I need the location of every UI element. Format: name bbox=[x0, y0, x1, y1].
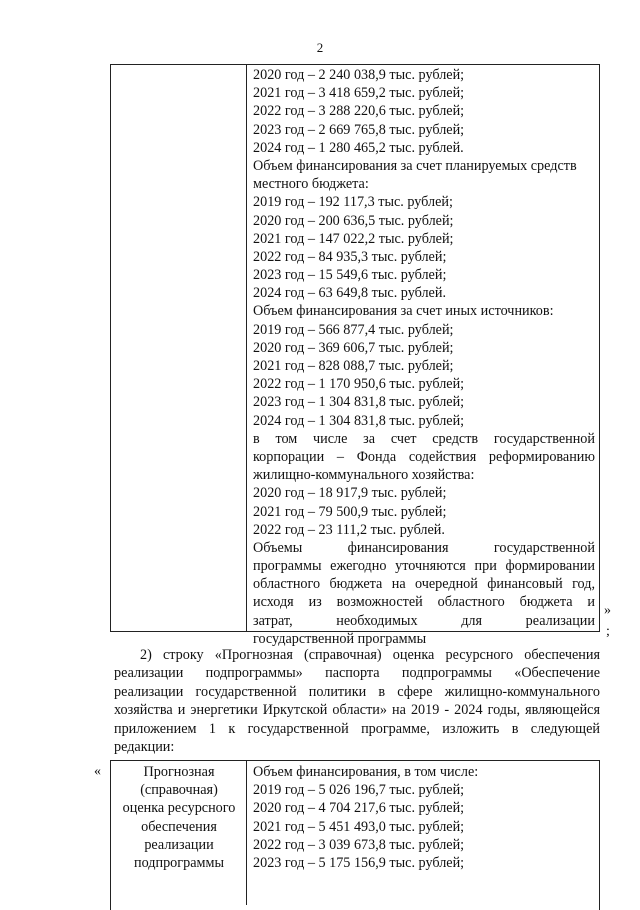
text-line: 2022 год – 23 111,2 тыс. рублей. bbox=[253, 521, 445, 538]
text-line: 2024 год – 1 304 831,8 тыс. рублей; bbox=[253, 412, 465, 429]
paragraph-line: реализации государственной политики в сфере жилищно-коммунального bbox=[114, 683, 600, 700]
text-line: 2021 год – 828 088,7 тыс. рублей; bbox=[253, 358, 454, 374]
text-line: 2020 год – 4 704 217,6 тыс. рублей; bbox=[253, 800, 465, 817]
closing-quote-mark: » bbox=[604, 603, 611, 618]
text-line: жилищно-коммунального хозяйства: bbox=[253, 467, 475, 484]
table-column-divider bbox=[246, 760, 247, 905]
text-line: 2021 год – 147 022,2 тыс. рублей; bbox=[253, 230, 454, 247]
text-line: Объем финансирования за счет иных источников: bbox=[253, 303, 554, 320]
text-line: Объем финансирования, в том числе: bbox=[253, 764, 479, 780]
opening-quote-mark: « bbox=[94, 764, 101, 779]
text-line: 2021 год – 3 418 659,2 тыс. рублей; bbox=[253, 85, 465, 102]
paragraph-line: редакции: bbox=[114, 738, 175, 755]
text-line: 2024 год – 63 649,8 тыс. рублей. bbox=[253, 285, 446, 302]
paragraph-line: хозяйства и энергетики Иркутской области» на 2019 - 2024 годы, являющейся bbox=[114, 702, 600, 719]
page-number: 2 bbox=[316, 40, 324, 55]
text-line: 2023 год – 5 175 156,9 тыс. рублей; bbox=[253, 854, 465, 871]
text-line: 2023 год – 1 304 831,8 тыс. рублей; bbox=[253, 394, 465, 411]
text-line: Объем финансирования за счет планируемых средств bbox=[253, 157, 577, 174]
text-line: Объемы финансирования государственной bbox=[253, 539, 595, 556]
text-line: государственной программы bbox=[253, 630, 427, 647]
text-line: местного бюджета: bbox=[253, 176, 369, 193]
text-line: 2020 год – 18 917,9 тыс. рублей; bbox=[253, 485, 447, 502]
text-line: обеспечения bbox=[141, 818, 217, 835]
text-line: затрат, необходимых для реализации bbox=[253, 612, 595, 629]
text-line: 2021 год – 5 451 493,0 тыс. рублей; bbox=[253, 818, 465, 835]
text-line: 2021 год – 79 500,9 тыс. рублей; bbox=[253, 503, 447, 520]
semicolon-mark: ; bbox=[606, 624, 610, 639]
text-line: подпрограммы bbox=[134, 854, 224, 871]
paragraph-line: реализации подпрограммы» паспорта подпрограммы «Обеспечение bbox=[114, 665, 600, 682]
text-line: 2020 год – 200 636,5 тыс. рублей; bbox=[253, 212, 454, 229]
text-line: 2019 год – 566 877,4 тыс. рублей; bbox=[253, 321, 454, 338]
amendment-paragraph bbox=[114, 646, 600, 756]
funding-table-text bbox=[253, 66, 595, 648]
text-line: 2022 год – 84 935,3 тыс. рублей; bbox=[253, 248, 447, 265]
text-line: 2024 год – 1 280 465,2 тыс. рублей. bbox=[253, 139, 464, 156]
text-line: 2022 год – 1 170 950,6 тыс. рублей; bbox=[253, 376, 465, 393]
text-line: программы ежегодно уточняются при формировании bbox=[253, 558, 595, 575]
text-line: 2019 год – 192 117,3 тыс. рублей; bbox=[253, 194, 453, 211]
text-line: Прогнозная bbox=[143, 764, 215, 780]
forecast-table-label bbox=[116, 763, 242, 872]
text-line: исходя из возможностей областного бюджета и bbox=[253, 594, 595, 611]
text-line: 2023 год – 15 549,6 тыс. рублей; bbox=[253, 267, 447, 284]
table-column-divider bbox=[246, 64, 247, 632]
forecast-table-values bbox=[253, 763, 595, 872]
text-line: 2022 год – 3 288 220,6 тыс. рублей; bbox=[253, 103, 465, 120]
text-line: 2022 год – 3 039 673,8 тыс. рублей; bbox=[253, 836, 465, 853]
text-line: областного бюджета на очередной финансовый год, bbox=[253, 576, 595, 593]
text-line: 2020 год – 2 240 038,9 тыс. рублей; bbox=[253, 67, 465, 83]
text-line: оценка ресурсного bbox=[122, 800, 236, 817]
text-line: 2020 год – 369 606,7 тыс. рублей; bbox=[253, 339, 454, 356]
text-line: корпорации – Фонда содействия реформированию bbox=[253, 448, 595, 465]
paragraph-line: приложением 1 к государственной программе, изложить в следующей bbox=[114, 720, 600, 737]
text-line: 2023 год – 2 669 765,8 тыс. рублей; bbox=[253, 121, 465, 138]
text-line: реализации bbox=[144, 836, 214, 853]
text-line: в том числе за счет средств государственной bbox=[253, 430, 595, 447]
text-line: 2019 год – 5 026 196,7 тыс. рублей; bbox=[253, 782, 465, 799]
text-line: (справочная) bbox=[140, 782, 218, 799]
paragraph-line: 2) строку «Прогнозная (справочная) оценка ресурсного обеспечения bbox=[140, 647, 600, 663]
